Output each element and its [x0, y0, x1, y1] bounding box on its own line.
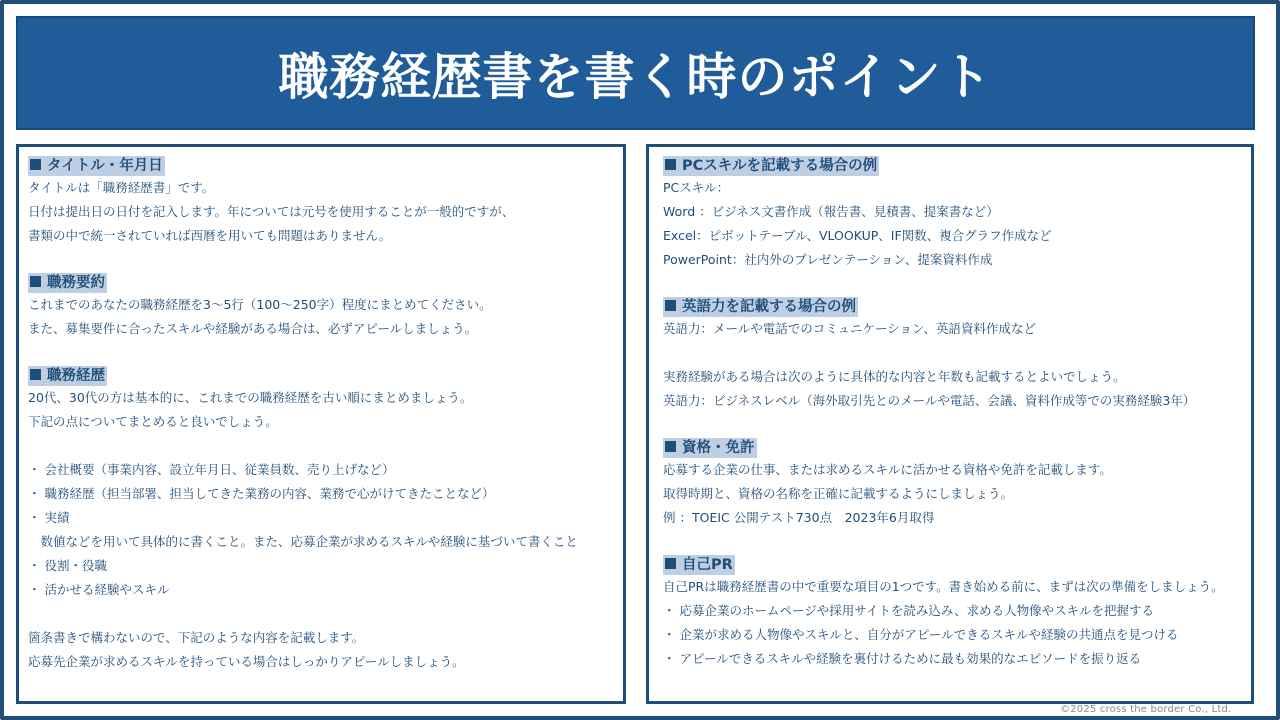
body-text-line: 英語力：ビジネスレベル（海外取引先とのメールや電話、会議、資料作成等での実務経験3年）	[663, 393, 1196, 408]
section-heading-text: 英語力を記載する場合の例	[682, 299, 856, 315]
section-heading-text: 職務要約	[47, 275, 105, 291]
body-text-line: 取得時期と、資格の名称を正確に記載するようにしましょう。	[663, 486, 1014, 501]
section-heading-row	[663, 554, 1241, 575]
square-bullet-icon	[665, 558, 676, 569]
square-bullet-icon	[665, 441, 676, 452]
body-text-line: ・ アピールできるスキルや経験を裏付けるために最も効果的なエピソードを振り返る	[663, 651, 1142, 666]
section-heading	[663, 555, 735, 575]
body-text-line: 数値などを用いて具体的に書くこと。また、応募企業が求めるスキルや経験に基づいて書くこと	[28, 534, 578, 549]
square-bullet-icon	[30, 369, 41, 380]
square-bullet-icon	[30, 159, 41, 170]
body-text-line: 応募先企業が求めるスキルを持っている場合はしっかりアピールしましょう。	[28, 654, 465, 669]
body-text-line: 応募する企業の仕事、または求めるスキルに活かせる資格や免許を記載します。	[663, 462, 1112, 477]
title-banner	[16, 16, 1255, 130]
section-heading-text: タイトル・年月日	[47, 158, 163, 174]
section-heading	[28, 273, 107, 293]
section-heading	[663, 297, 858, 317]
section-heading-text: 職務経歴	[47, 368, 105, 384]
body-text-line: ・ 応募企業のホームページや採用サイトを読み込み、求める人物像やスキルを把握する	[663, 603, 1154, 618]
body-text-line: ・ 会社概要（事業内容、設立年月日、従業員数、売り上げなど）	[28, 462, 395, 477]
body-text-line: 日付は提出日の日付を記入します。年については元号を使用することが一般的ですが、	[28, 204, 515, 219]
section-heading	[28, 156, 165, 176]
square-bullet-icon	[30, 276, 41, 287]
body-text-line: Excel：ピボットテーブル、VLOOKUP、IF関数、複合グラフ作成など	[663, 228, 1052, 243]
right-panel	[646, 144, 1254, 704]
body-text-line: PCスキル：	[663, 180, 730, 195]
body-text-line: ・ 企業が求める人物像やスキルと、自分がアピールできるスキルや経験の共通点を見つける	[663, 627, 1179, 642]
square-bullet-icon	[665, 159, 676, 170]
section-gap	[663, 413, 1241, 437]
section-heading-text: PCスキルを記載する場合の例	[682, 158, 878, 174]
body-text-line: 英語力：メールや電話でのコミュニケーション、英語資料作成など	[663, 321, 1037, 336]
body-text-line: ・ 活かせる経験やスキル	[28, 582, 170, 597]
section-heading-row	[663, 437, 1241, 458]
section-heading-row	[28, 272, 613, 293]
section-heading-text: 自己PR	[682, 557, 733, 573]
body-text-line: ・ 役割・役職	[28, 558, 107, 573]
page-title: 職務経歴書を書く時のポイント	[278, 48, 993, 106]
body-text-line: 自己PRは職務経歴書の中で重要な項目の1つです。書き始める前に、まずは次の準備をしましょう。	[663, 579, 1224, 594]
body-text-line	[663, 341, 1241, 365]
body-text-line: これまでのあなたの職務経歴を3～5行（100～250字）程度にまとめてください。	[28, 297, 492, 312]
section-heading-row	[663, 296, 1241, 317]
body-text-line: タイトルは「職務経歴書」です。	[28, 180, 215, 195]
copyright-text: ©2025 cross the border Co., Ltd.	[1060, 704, 1232, 715]
section-heading-row	[663, 155, 1241, 176]
left-panel	[16, 144, 626, 704]
section-heading	[663, 156, 879, 176]
body-text-line: Word ：ビジネス文書作成（報告書、見積書、提案書など）	[663, 204, 999, 219]
body-text-line: PowerPoint：社内外のプレゼンテーション、提案資料作成	[663, 252, 993, 267]
body-text-line: 箇条書きで構わないので、下記のような内容を記載します。	[28, 630, 365, 645]
body-text-line: 書類の中で統一されていれば西暦を用いても問題はありません。	[28, 228, 392, 243]
section-heading	[663, 438, 757, 458]
body-text-line	[28, 434, 613, 458]
section-gap	[28, 341, 613, 365]
section-heading-text: 資格・免許	[682, 440, 755, 456]
body-text-line: 20代、30代の方は基本的に、これまでの職務経歴を古い順にまとめましょう。	[28, 390, 473, 405]
body-text-line: 例 ：TOEIC 公開テスト730点 2023年6月取得	[663, 510, 935, 525]
body-text-line: ・ 実績	[28, 510, 70, 525]
body-text-line	[28, 602, 613, 626]
body-text-line: また、募集要件に合ったスキルや経験がある場合は、必ずアピールしましょう。	[28, 321, 478, 336]
square-bullet-icon	[665, 300, 676, 311]
section-heading	[28, 366, 107, 386]
section-gap	[663, 272, 1241, 296]
body-text-line: ・ 職務経歴（担当部署、担当してきた業務の内容、業務で心がけてきたことなど）	[28, 486, 495, 501]
section-heading-row	[28, 155, 613, 176]
section-gap	[28, 248, 613, 272]
section-gap	[663, 530, 1241, 554]
section-heading-row	[28, 365, 613, 386]
body-text-line: 実務経験がある場合は次のように具体的な内容と年数も記載するとよいでしょう。	[663, 369, 1126, 384]
body-text-line: 下記の点についてまとめると良いでしょう。	[28, 414, 278, 429]
